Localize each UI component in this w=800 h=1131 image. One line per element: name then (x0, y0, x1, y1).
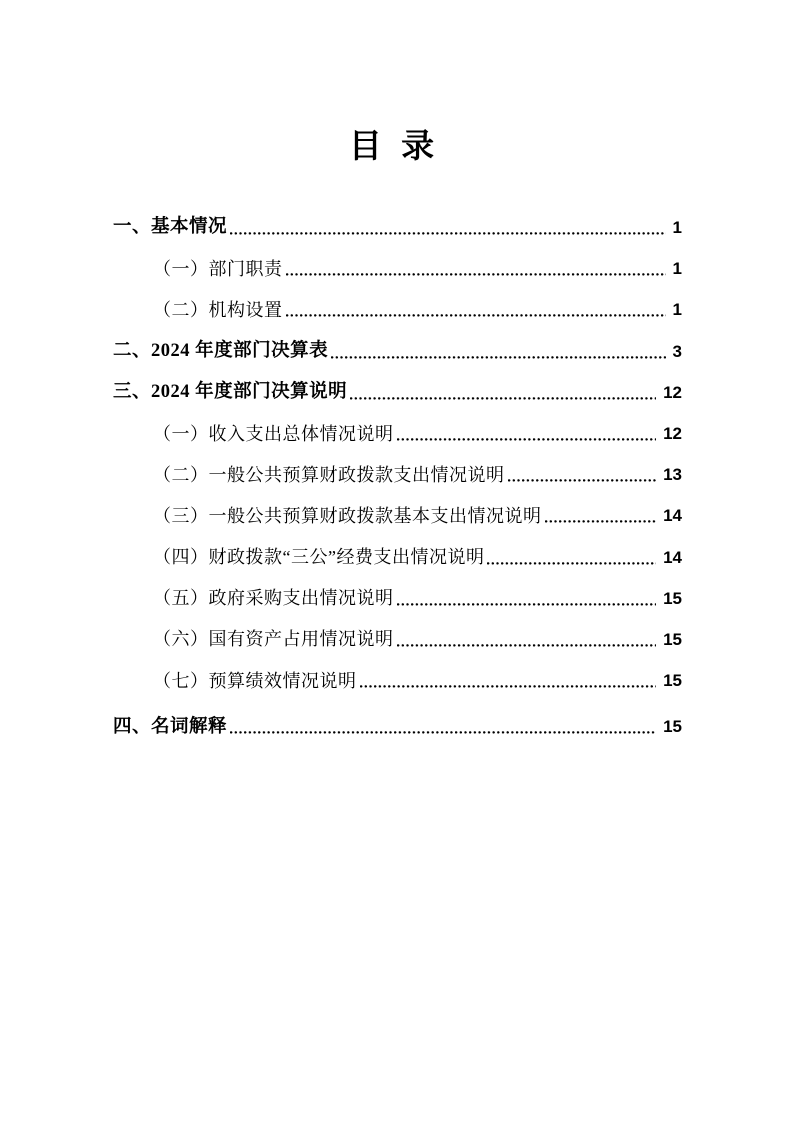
dot-leader (360, 685, 657, 688)
dot-leader (230, 232, 666, 235)
toc-entry-page-number: 15 (663, 629, 682, 649)
dot-leader (350, 397, 656, 400)
toc-entry-page-number: 3 (672, 341, 682, 361)
toc-entry-label: （二）一般公共预算财政拨款支出情况说明 (153, 464, 505, 485)
dot-leader (397, 438, 657, 441)
toc-entry[interactable] (113, 248, 682, 289)
toc-entry-page-number: 12 (663, 424, 682, 444)
toc-entry-label: （三）一般公共预算财政拨款基本支出情况说明 (153, 505, 542, 526)
dot-leader (545, 520, 657, 523)
toc-entry-label: （二）机构设置 (153, 299, 283, 320)
toc-entry[interactable] (113, 578, 682, 619)
toc-entry[interactable] (113, 495, 682, 536)
toc-entry-page-number: 1 (672, 259, 682, 279)
toc-entry[interactable] (113, 537, 682, 578)
dot-leader (508, 479, 657, 482)
toc-entry-page-number: 1 (672, 218, 682, 238)
toc-entry-label: （一）收入支出总体情况说明 (153, 423, 394, 444)
toc-entry-label: 四、名词解释 (113, 716, 228, 737)
toc-entry[interactable] (113, 706, 682, 747)
table-of-contents (113, 207, 682, 747)
dot-leader (286, 273, 666, 276)
toc-entry[interactable] (113, 372, 682, 413)
toc-entry[interactable] (113, 207, 682, 248)
toc-entry-label: （五）政府采购支出情况说明 (153, 588, 394, 609)
dot-leader (397, 603, 657, 606)
toc-entry-label: 一、基本情况 (113, 217, 228, 238)
dot-leader (286, 314, 666, 317)
toc-entry-page-number: 1 (672, 300, 682, 320)
dot-leader (487, 562, 656, 565)
toc-entry[interactable] (113, 331, 682, 372)
dot-leader (331, 356, 665, 359)
page-title: 目 录 (348, 129, 436, 165)
toc-entry-page-number: 13 (663, 465, 682, 485)
toc-entry-page-number: 15 (663, 671, 682, 691)
toc-entry-label: （四）财政拨款“三公”经费支出情况说明 (153, 547, 485, 568)
toc-entry-page-number: 14 (663, 506, 682, 526)
dot-leader (397, 644, 657, 647)
dot-leader (230, 731, 656, 734)
toc-entry-label: （六）国有资产占用情况说明 (153, 629, 394, 650)
toc-entry-label: 二、2024 年度部门决算表 (113, 340, 329, 361)
toc-entry[interactable] (113, 660, 682, 701)
toc-entry[interactable] (113, 413, 682, 454)
toc-entry-page-number: 12 (663, 382, 682, 402)
toc-entry-label: 三、2024 年度部门决算说明 (113, 382, 348, 403)
toc-entry[interactable] (113, 619, 682, 660)
toc-entry-page-number: 15 (663, 717, 682, 737)
toc-entry-label: （一）部门职责 (153, 258, 283, 279)
toc-entry[interactable] (113, 454, 682, 495)
toc-entry-page-number: 15 (663, 588, 682, 608)
toc-entry-page-number: 14 (663, 547, 682, 567)
toc-entry-label: （七）预算绩效情况说明 (153, 670, 357, 691)
toc-entry[interactable] (113, 289, 682, 330)
